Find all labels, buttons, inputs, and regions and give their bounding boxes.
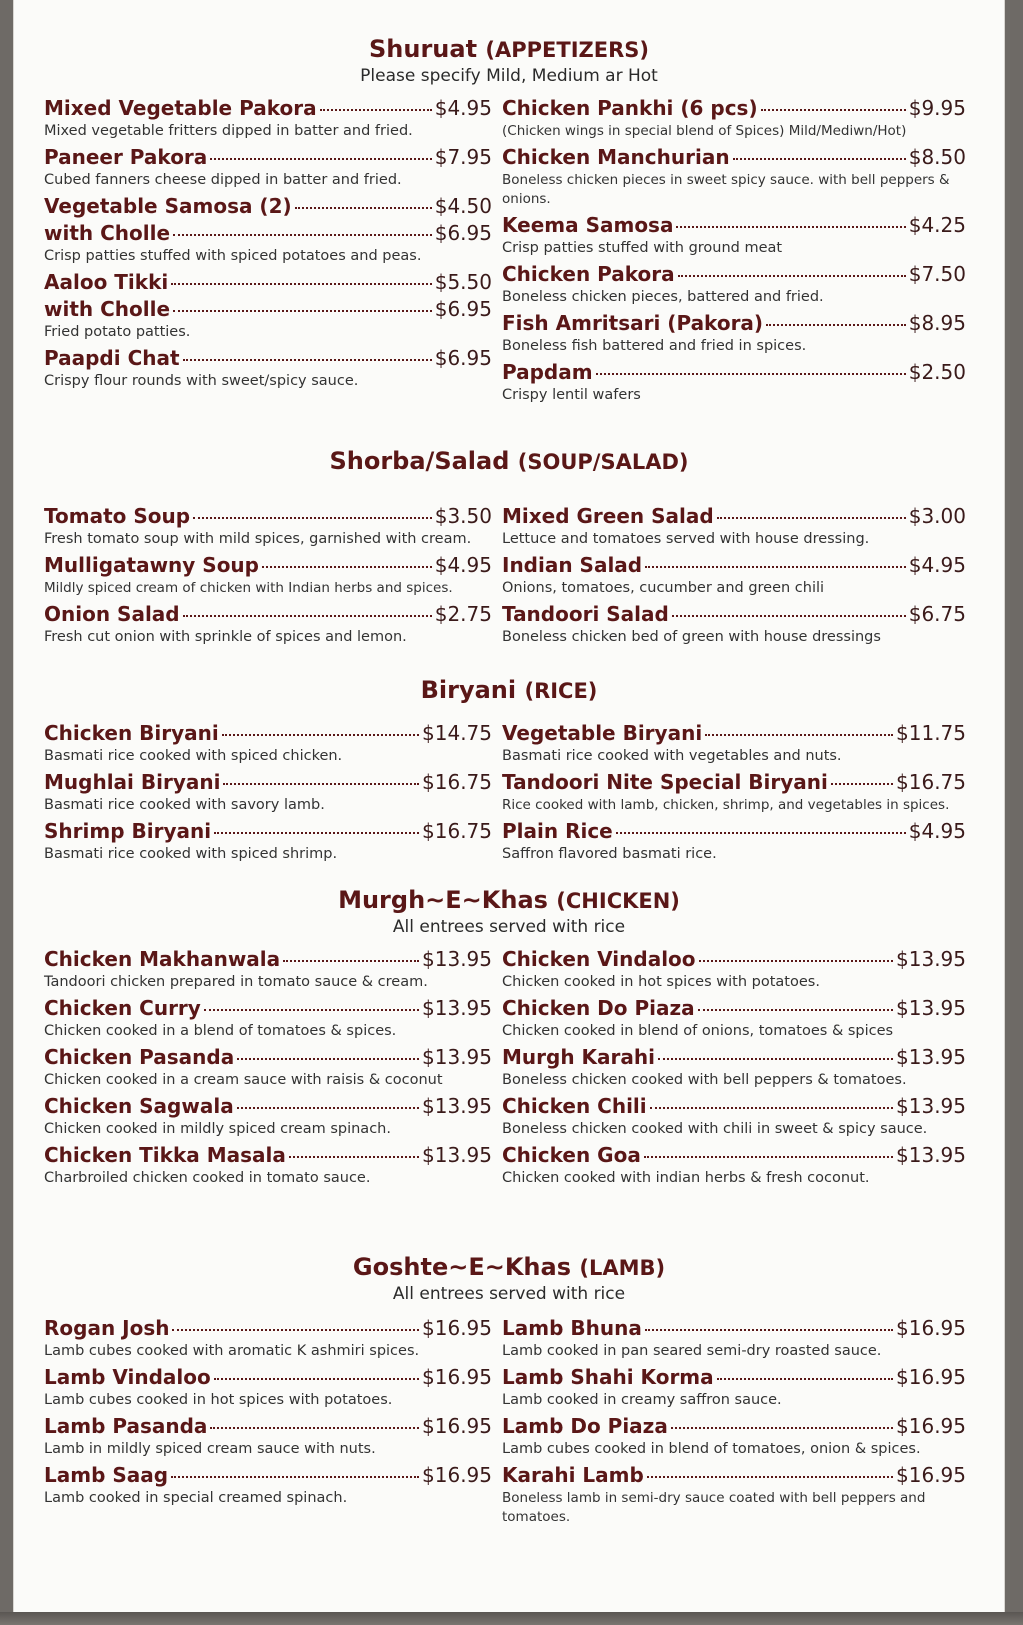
menu-item-description: Lamb cooked in special creamed spinach.: [44, 1490, 348, 1506]
menu-item-price: $13.95: [896, 947, 966, 971]
menu-item-description: Lamb cooked in creamy saffron sauce.: [502, 1392, 782, 1408]
menu-item-line: [44, 552, 492, 579]
dot-leader: [676, 226, 905, 228]
menu-item-line: [44, 1093, 492, 1120]
menu-item-description: Cubed fanners cheese dipped in batter and fried.: [44, 172, 402, 188]
menu-item-name: Karahi Lamb: [502, 1463, 644, 1487]
menu-item-line: [502, 212, 966, 239]
menu-item-line: [44, 601, 492, 628]
menu-item-description: Lettuce and tomatoes served with house dressing.: [502, 531, 870, 547]
menu-item-line: [502, 995, 966, 1022]
dot-leader: [761, 109, 906, 111]
menu-item-name: Lamb Do Piaza: [502, 1414, 668, 1438]
menu-item-line: [44, 193, 492, 220]
menu-item: [44, 1093, 492, 1139]
menu-item-name: Chicken Sagwala: [44, 1094, 234, 1118]
menu-item-name: Mixed Vegetable Pakora: [44, 96, 317, 120]
menu-item-description: Boneless fish battered and fried in spices.: [502, 338, 807, 354]
dot-leader: [645, 566, 906, 568]
menu-item-price: $5.50: [434, 270, 492, 294]
menu-item: [502, 995, 966, 1041]
menu-item-name: Vegetable Samosa (2): [44, 194, 292, 218]
menu-item-name: Chicken Pankhi (6 pcs): [502, 96, 758, 120]
menu-item-line: [502, 310, 966, 337]
menu-item-price: $16.75: [896, 770, 966, 794]
menu-item-description: Fresh cut onion with sprinkle of spices and lemon.: [44, 629, 407, 645]
menu-item: [44, 1315, 492, 1361]
section-note: All entrees served with rice: [392, 1284, 626, 1304]
menu-item-line: [502, 769, 966, 796]
menu-item-description: Boneless chicken cooked with chili in sweet & spicy sauce.: [502, 1121, 928, 1137]
menu-item-description: Basmati rice cooked with spiced shrimp.: [44, 846, 338, 862]
section-title-main: Shuruat: [369, 35, 478, 63]
menu-column-right: [502, 946, 966, 1191]
menu-item-name: Mughlai Biryani: [44, 770, 221, 794]
menu-item-description: Tandoori chicken prepared in tomato sauce & cream.: [44, 974, 428, 990]
menu-item-line: [44, 818, 492, 845]
dot-leader: [210, 1427, 419, 1429]
menu-item: [502, 601, 966, 647]
menu-item-price: $7.95: [434, 145, 492, 169]
section-lamb: [14, 1252, 1004, 1555]
menu-item-line: [44, 769, 492, 796]
section-chicken: [14, 885, 1004, 1206]
dot-leader: [650, 1107, 893, 1109]
dot-leader: [183, 615, 432, 617]
menu-item-description: Basmati rice cooked with savory lamb.: [44, 797, 325, 813]
menu-item: [44, 144, 492, 190]
menu-item-price: $11.75: [896, 721, 966, 745]
menu-item-line: [502, 818, 966, 845]
menu-item-name: Lamb Vindaloo: [44, 1365, 211, 1389]
section-title: [14, 675, 1004, 706]
dot-leader: [204, 1009, 419, 1011]
menu-item-price: $13.95: [422, 1143, 492, 1167]
menu-item-line: [502, 1044, 966, 1071]
section-title-sub: (LAMB): [579, 1256, 666, 1280]
menu-item: [44, 1364, 492, 1410]
menu-item-line: [44, 296, 492, 323]
menu-item-price: $16.95: [896, 1414, 966, 1438]
menu-item-description: Charbroiled chicken cooked in tomato sauce.: [44, 1170, 371, 1186]
menu-item-price: $4.95: [434, 553, 492, 577]
dot-leader: [214, 832, 419, 834]
dot-leader: [717, 517, 906, 519]
menu-item: [44, 946, 492, 992]
menu-item: [502, 552, 966, 598]
menu-column-right: [502, 95, 966, 408]
menu-item: [44, 552, 492, 598]
menu-item: [44, 193, 492, 220]
menu-item-name: Rogan Josh: [44, 1316, 170, 1340]
section-title: [14, 34, 1004, 65]
menu-item-price: $8.50: [908, 145, 966, 169]
menu-item-line: [502, 261, 966, 288]
menu-item-description: Crisp patties stuffed with ground meat: [502, 240, 783, 256]
dot-leader: [193, 517, 432, 519]
menu-column-right: [502, 720, 966, 867]
menu-item-description: Boneless chicken bed of green with house dressings: [502, 629, 881, 645]
dot-leader: [644, 1156, 893, 1158]
dot-leader: [658, 1058, 893, 1060]
section-title-main: Murgh~E~Khas: [338, 886, 548, 914]
menu-item-price: $16.95: [422, 1316, 492, 1340]
menu-item-name: Onion Salad: [44, 602, 180, 626]
menu-item-line: [44, 1044, 492, 1071]
section-appetizers: [14, 34, 1004, 425]
dot-leader: [173, 234, 432, 236]
menu-item-description: Boneless chicken pieces in sweet spicy sauce. with bell peppers & onions.: [502, 172, 950, 207]
menu-item: [44, 269, 492, 296]
menu-item-name: Chicken Biryani: [44, 721, 219, 745]
menu-item-description: Crispy lentil wafers: [502, 387, 641, 403]
menu-column-left: [44, 503, 492, 650]
menu-item-line: [502, 95, 966, 122]
menu-item-line: [44, 1413, 492, 1440]
menu-item-description: Saffron flavored basmati rice.: [502, 846, 717, 862]
menu-item-description: Lamb cubes cooked in hot spices with potatoes.: [44, 1392, 393, 1408]
section-note: Please specify Mild, Medium ar Hot: [360, 66, 658, 86]
menu-item-line: [44, 995, 492, 1022]
menu-item-name: Plain Rice: [502, 819, 613, 843]
menu-item-price: $13.95: [422, 947, 492, 971]
menu-item-price: $16.95: [896, 1365, 966, 1389]
menu-item-name: Lamb Bhuna: [502, 1316, 642, 1340]
section-columns: [14, 503, 1004, 653]
menu-page: [14, 0, 1004, 1612]
menu-item: [502, 1462, 966, 1527]
dot-leader: [717, 1378, 893, 1380]
dot-leader: [223, 783, 419, 785]
section-title-sub: (CHICKEN): [556, 889, 680, 913]
menu-item-description: Basmati rice cooked with spiced chicken.: [44, 748, 343, 764]
dot-leader: [173, 310, 432, 312]
menu-item-price: $6.95: [434, 297, 492, 321]
menu-item-price: $2.50: [908, 360, 966, 384]
dot-leader: [283, 960, 419, 962]
menu-item-line: [44, 1315, 492, 1342]
menu-item-line: [502, 720, 966, 747]
dot-leader: [289, 1156, 419, 1158]
menu-item: [502, 946, 966, 992]
menu-item: [44, 818, 492, 864]
menu-item: [502, 769, 966, 815]
menu-item-line: [44, 144, 492, 171]
section-title-sub: (RICE): [524, 679, 598, 703]
dot-leader: [766, 324, 906, 326]
menu-item-price: $9.95: [908, 96, 966, 120]
menu-item-name: Aaloo Tikki: [44, 270, 169, 294]
menu-item-description: Onions, tomatoes, cucumber and green chili: [502, 580, 825, 596]
menu-item-name: Lamb Saag: [44, 1463, 169, 1487]
menu-item-description: Chicken cooked in blend of onions, tomatoes & spices: [502, 1023, 894, 1039]
menu-item-description: Boneless chicken pieces, battered and fried.: [502, 289, 824, 305]
menu-item-description: Chicken cooked in a blend of tomatoes & spices.: [44, 1023, 397, 1039]
menu-item-line: [502, 359, 966, 386]
menu-item: [502, 310, 966, 356]
dot-leader: [171, 283, 432, 285]
menu-item: [44, 1142, 492, 1188]
menu-item-name: with Cholle: [44, 297, 171, 321]
menu-item-line: [502, 1142, 966, 1169]
menu-item-name: Keema Samosa: [502, 213, 674, 237]
menu-column-left: [44, 95, 492, 394]
section-title: [14, 885, 1004, 916]
dot-leader: [699, 960, 893, 962]
menu-item-name: Lamb Shahi Korma: [502, 1365, 714, 1389]
menu-item-name: Tandoori Salad: [502, 602, 669, 626]
dot-leader: [645, 1329, 893, 1331]
menu-item-price: $13.95: [896, 1143, 966, 1167]
menu-item-price: $16.95: [422, 1414, 492, 1438]
menu-item-price: $16.95: [422, 1365, 492, 1389]
menu-item-description: Lamb in mildly spiced cream sauce with nuts.: [44, 1441, 376, 1457]
menu-item-price: $6.95: [434, 221, 492, 245]
dot-leader: [320, 109, 432, 111]
menu-item-description: Lamb cubes cooked in blend of tomatoes, onion & spices.: [502, 1441, 921, 1457]
menu-item-name: Chicken Goa: [502, 1143, 641, 1167]
menu-item-line: [44, 720, 492, 747]
section-biryani: [14, 675, 1004, 870]
menu-item-line: [502, 1364, 966, 1391]
menu-item-price: $16.95: [896, 1463, 966, 1487]
section-title-main: Goshte~E~Khas: [352, 1253, 571, 1281]
menu-item-line: [44, 345, 492, 372]
menu-item-line: [502, 1413, 966, 1440]
menu-item-description: Fresh tomato soup with mild spices, garnished with cream.: [44, 531, 472, 547]
menu-item-price: $16.75: [422, 819, 492, 843]
menu-item: [44, 296, 492, 342]
menu-item-line: [44, 220, 492, 247]
menu-column-right: [502, 503, 966, 650]
menu-item-name: Chicken Makhanwala: [44, 947, 281, 971]
menu-item-name: Fish Amritsari (Pakora): [502, 311, 764, 335]
menu-item-price: $14.75: [422, 721, 492, 745]
menu-item: [502, 261, 966, 307]
dot-leader: [616, 832, 906, 834]
menu-item-name: Chicken Do Piaza: [502, 996, 695, 1020]
menu-item-name: Vegetable Biryani: [502, 721, 703, 745]
menu-item: [44, 601, 492, 647]
menu-item-name: Tomato Soup: [44, 504, 191, 528]
menu-item-name: Paneer Pakora: [44, 145, 208, 169]
menu-item: [502, 1142, 966, 1188]
menu-column-left: [44, 720, 492, 867]
section-title: [14, 1252, 1004, 1283]
menu-item: [502, 1093, 966, 1139]
menu-item-name: Mulligatawny Soup: [44, 553, 259, 577]
menu-item-description: Mixed vegetable fritters dipped in batter and fried.: [44, 123, 413, 139]
menu-item-price: $2.75: [434, 602, 492, 626]
menu-item-description: Basmati rice cooked with vegetables and nuts.: [502, 748, 842, 764]
dot-leader: [831, 783, 893, 785]
menu-item-name: Paapdi Chat: [44, 346, 180, 370]
dot-leader: [678, 275, 906, 277]
menu-item: [502, 720, 966, 766]
menu-item-name: Lamb Pasanda: [44, 1414, 208, 1438]
menu-column-left: [44, 1315, 492, 1511]
menu-item-name: Indian Salad: [502, 553, 643, 577]
menu-item: [502, 818, 966, 864]
section-columns: [14, 946, 1004, 1206]
menu-column-right: [502, 1315, 966, 1530]
dot-leader: [671, 1427, 893, 1429]
menu-item-price: $4.95: [434, 96, 492, 120]
menu-item: [44, 220, 492, 266]
dot-leader: [171, 1476, 419, 1478]
section-columns: [14, 95, 1004, 425]
menu-item-description: Mildly spiced cream of chicken with Indian herbs and spices.: [44, 580, 453, 596]
menu-item: [44, 345, 492, 391]
section-note: All entrees served with rice: [392, 917, 626, 937]
menu-item-description: Boneless chicken cooked with bell peppers & tomatoes.: [502, 1072, 907, 1088]
menu-item-line: [502, 144, 966, 171]
dot-leader: [237, 1107, 419, 1109]
menu-item: [502, 212, 966, 258]
menu-item-description: Crisp patties stuffed with spiced potatoes and peas.: [44, 248, 422, 264]
menu-item: [44, 503, 492, 549]
section-title: [14, 446, 1004, 477]
menu-item: [44, 1044, 492, 1090]
dot-leader: [183, 359, 432, 361]
menu-item-line: [44, 503, 492, 530]
menu-item-line: [44, 1364, 492, 1391]
menu-item: [44, 720, 492, 766]
menu-item-price: $4.95: [908, 553, 966, 577]
menu-item-description: (Chicken wings in special blend of Spices) Mild/Mediwn/Hot): [502, 123, 907, 139]
menu-item-line: [502, 1462, 966, 1489]
dot-leader: [172, 1329, 419, 1331]
dot-leader: [733, 158, 906, 160]
dot-leader: [237, 1058, 419, 1060]
menu-column-left: [44, 946, 492, 1191]
menu-item-description: Lamb cubes cooked with aromatic K ashmiri spices.: [44, 1343, 420, 1359]
menu-item-description: Lamb cooked in pan seared semi-dry roasted sauce.: [502, 1343, 882, 1359]
section-title-sub: (APPETIZERS): [485, 38, 649, 62]
table-surface: [0, 1612, 1023, 1625]
dot-leader: [222, 734, 419, 736]
menu-item: [502, 95, 966, 141]
menu-item-description: Fried potato patties.: [44, 324, 191, 340]
dot-leader: [210, 158, 431, 160]
menu-item-price: $7.50: [908, 262, 966, 286]
section-title-main: Biryani: [420, 676, 517, 704]
dot-leader: [698, 1009, 893, 1011]
menu-item-line: [44, 1462, 492, 1489]
menu-item-name: Chicken Chili: [502, 1094, 647, 1118]
menu-item-name: Chicken Manchurian: [502, 145, 730, 169]
menu-item-description: Chicken cooked in mildly spiced cream spinach.: [44, 1121, 391, 1137]
menu-item-line: [502, 1093, 966, 1120]
menu-item: [44, 1413, 492, 1459]
menu-item-price: $4.95: [908, 819, 966, 843]
section-columns: [14, 720, 1004, 870]
menu-item-price: $4.25: [908, 213, 966, 237]
menu-item: [44, 1462, 492, 1508]
menu-item-line: [502, 552, 966, 579]
menu-item-line: [502, 601, 966, 628]
section-title-main: Shorba/Salad: [329, 447, 510, 475]
menu-item-name: Chicken Tikka Masala: [44, 1143, 286, 1167]
menu-item-line: [502, 1315, 966, 1342]
menu-item: [44, 769, 492, 815]
menu-item-price: $16.95: [422, 1463, 492, 1487]
menu-item: [502, 1413, 966, 1459]
menu-item: [502, 359, 966, 405]
menu-item-description: Chicken cooked in hot spices with potatoes.: [502, 974, 820, 990]
menu-item: [502, 1315, 966, 1361]
menu-item-line: [502, 946, 966, 973]
menu-item-price: $13.95: [422, 1045, 492, 1069]
menu-item-name: Papdam: [502, 360, 593, 384]
menu-item-line: [502, 503, 966, 530]
menu-item-price: $13.95: [896, 1094, 966, 1118]
menu-item: [44, 995, 492, 1041]
menu-item-price: $13.95: [896, 996, 966, 1020]
dot-leader: [214, 1378, 419, 1380]
menu-item-description: Rice cooked with lamb, chicken, shrimp, and vegetables in spices.: [502, 797, 950, 813]
menu-item-line: [44, 946, 492, 973]
menu-item: [502, 144, 966, 209]
menu-item-price: $3.50: [434, 504, 492, 528]
menu-item-price: $6.95: [434, 346, 492, 370]
menu-item-price: $13.95: [896, 1045, 966, 1069]
menu-item-name: Mixed Green Salad: [502, 504, 714, 528]
menu-item: [44, 95, 492, 141]
menu-item-line: [44, 95, 492, 122]
menu-item-line: [44, 1142, 492, 1169]
menu-item-price: $13.95: [422, 996, 492, 1020]
menu-item-name: with Cholle: [44, 221, 171, 245]
menu-item: [502, 1364, 966, 1410]
menu-item-price: $16.95: [896, 1316, 966, 1340]
menu-item: [502, 503, 966, 549]
dot-leader: [262, 566, 432, 568]
dot-leader: [295, 207, 432, 209]
menu-item-description: Crispy flour rounds with sweet/spicy sauce.: [44, 373, 359, 389]
menu-item-name: Chicken Curry: [44, 996, 201, 1020]
menu-item-price: $4.50: [434, 194, 492, 218]
menu-item-line: [44, 269, 492, 296]
dot-leader: [647, 1476, 893, 1478]
dot-leader: [672, 615, 906, 617]
menu-item-name: Chicken Vindaloo: [502, 947, 696, 971]
menu-item-price: $3.00: [908, 504, 966, 528]
menu-item-price: $16.75: [422, 770, 492, 794]
dot-leader: [705, 734, 893, 736]
menu-item-description: Chicken cooked in a cream sauce with raisis & coconut: [44, 1072, 443, 1088]
section-title-sub: (SOUP/SALAD): [517, 450, 689, 474]
menu-item-price: $13.95: [422, 1094, 492, 1118]
menu-item-name: Chicken Pasanda: [44, 1045, 235, 1069]
menu-item-description: Chicken cooked with indian herbs & fresh coconut.: [502, 1170, 870, 1186]
menu-item-name: Murgh Karahi: [502, 1045, 655, 1069]
section-columns: [14, 1315, 1004, 1555]
menu-item-price: $8.95: [908, 311, 966, 335]
menu-item-name: Shrimp Biryani: [44, 819, 212, 843]
section-soup-salad: [14, 446, 1004, 653]
dot-leader: [596, 373, 906, 375]
menu-item-description: Boneless lamb in semi-dry sauce coated with bell peppers and tomatoes.: [502, 1490, 926, 1525]
menu-item-price: $6.75: [908, 602, 966, 626]
menu-item-name: Tandoori Nite Special Biryani: [502, 770, 828, 794]
menu-item-name: Chicken Pakora: [502, 262, 675, 286]
menu-item: [502, 1044, 966, 1090]
